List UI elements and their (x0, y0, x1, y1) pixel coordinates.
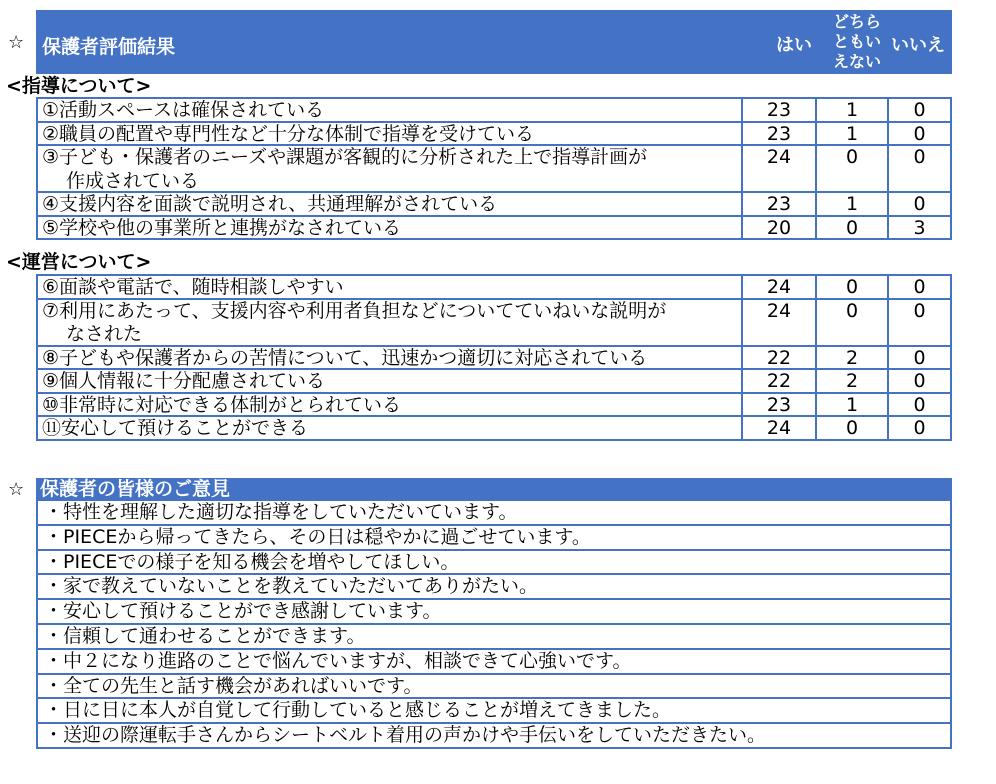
yes-count: 20 (741, 217, 815, 239)
neutral-count (815, 170, 887, 192)
column-neutral-line: どちら (832, 12, 881, 31)
no-count: 0 (887, 146, 952, 170)
list-item: ・日に日に本人が自覚して行動していると感じることが増えてきました。 (36, 699, 952, 724)
table-row (36, 276, 952, 300)
opinions-header (36, 478, 952, 501)
opinions-list (36, 501, 952, 749)
column-neutral-line: ともい (832, 32, 881, 51)
page-title: 保護者評価結果 (42, 36, 176, 58)
no-count: 3 (887, 217, 952, 239)
question-cell: ④支援内容を面談で説明され、共通理解がされている (36, 193, 741, 215)
neutral-count: 0 (815, 300, 887, 324)
neutral-count (815, 323, 887, 345)
list-item: ・特性を理解した適切な指導をしていただいています。 (36, 501, 952, 526)
table-row (36, 323, 952, 347)
question-cell: ⑦利用にあたって、支援内容や利用者負担などについてていねいな説明が (36, 300, 741, 324)
table-row (36, 300, 952, 324)
table-row (36, 193, 952, 217)
table-row (36, 347, 952, 371)
neutral-count: 1 (815, 394, 887, 416)
list-item: ・家で教えていないことを教えていただいてありがたい。 (36, 575, 952, 600)
no-count: 0 (887, 276, 952, 298)
list-item: ・中２になり進路のことで悩んでいますが、相談できて心強いです。 (36, 650, 952, 675)
yes-count: 24 (741, 276, 815, 298)
question-cell: ⑩非常時に対応できる体制がとられている (36, 394, 741, 416)
no-count (887, 323, 952, 345)
yes-count: 24 (741, 417, 815, 439)
no-count: 0 (887, 394, 952, 416)
list-item: ・全ての先生と話す機会があればいいです。 (36, 675, 952, 700)
table-row (36, 170, 952, 194)
neutral-count: 2 (815, 347, 887, 369)
yes-count: 23 (741, 193, 815, 215)
yes-count: 23 (741, 99, 815, 121)
yes-count: 24 (741, 300, 815, 324)
survey-table-operations (36, 274, 952, 441)
question-cell: ⑨個人情報に十分配慮されている (36, 370, 741, 392)
table-row (36, 394, 952, 418)
survey-table-guidance (36, 97, 952, 240)
no-count: 0 (887, 417, 952, 439)
table-row (36, 370, 952, 394)
yes-count: 24 (741, 146, 815, 170)
table-row (36, 146, 952, 170)
section-title: <運営について> (6, 251, 152, 273)
yes-count: 23 (741, 123, 815, 145)
question-cell: 作成されている (36, 170, 741, 192)
yes-count: 22 (741, 347, 815, 369)
column-yes-header: はい (776, 35, 812, 56)
list-item: ・安心して預けることができ感謝しています。 (36, 600, 952, 625)
question-cell: ⑤学校や他の事業所と連携がなされている (36, 217, 741, 239)
no-count: 0 (887, 99, 952, 121)
no-count: 0 (887, 347, 952, 369)
list-item: ・信頼して通わせることができます。 (36, 625, 952, 650)
yes-count: 23 (741, 394, 815, 416)
question-cell: ⑥面談や電話で、随時相談しやすい (36, 276, 741, 298)
star-icon: ☆ (8, 32, 25, 53)
column-no-header: いいえ (891, 35, 945, 56)
neutral-count: 0 (815, 217, 887, 239)
neutral-count: 1 (815, 123, 887, 145)
neutral-count: 0 (815, 417, 887, 439)
section-title: <指導について> (6, 75, 152, 97)
no-count: 0 (887, 123, 952, 145)
star-icon: ☆ (8, 479, 25, 500)
list-item: ・送迎の際運転手さんからシートベルト着用の声かけや手伝いをしていただきたい。 (36, 724, 952, 749)
yes-count: 22 (741, 370, 815, 392)
results-header (36, 10, 952, 74)
no-count: 0 (887, 300, 952, 324)
question-cell: ①活動スペースは確保されている (36, 99, 741, 121)
table-row (36, 417, 952, 441)
neutral-count: 1 (815, 193, 887, 215)
neutral-count: 0 (815, 276, 887, 298)
question-cell: ③子ども・保護者のニーズや課題が客観的に分析された上で指導計画が (36, 146, 741, 170)
table-row (36, 123, 952, 147)
yes-count (741, 323, 815, 345)
yes-count (741, 170, 815, 192)
question-cell: ②職員の配置や専門性など十分な体制で指導を受けている (36, 123, 741, 145)
question-cell: ⑪安心して預けることができる (36, 417, 741, 439)
question-cell: ⑧子どもや保護者からの苦情について、迅速かつ適切に対応されている (36, 347, 741, 369)
opinions-title: 保護者の皆様のご意見 (40, 478, 231, 500)
no-count (887, 170, 952, 192)
no-count: 0 (887, 193, 952, 215)
neutral-count: 0 (815, 146, 887, 170)
table-row (36, 217, 952, 241)
list-item: ・PIECEでの様子を知る機会を増やしてほしい。 (36, 551, 952, 576)
neutral-count: 1 (815, 99, 887, 121)
table-row (36, 99, 952, 123)
no-count: 0 (887, 370, 952, 392)
question-cell: なされた (36, 323, 741, 345)
neutral-count: 2 (815, 370, 887, 392)
column-neutral-line: えない (832, 52, 881, 71)
list-item: ・PIECEから帰ってきたら、その日は穏やかに過ごせています。 (36, 526, 952, 551)
